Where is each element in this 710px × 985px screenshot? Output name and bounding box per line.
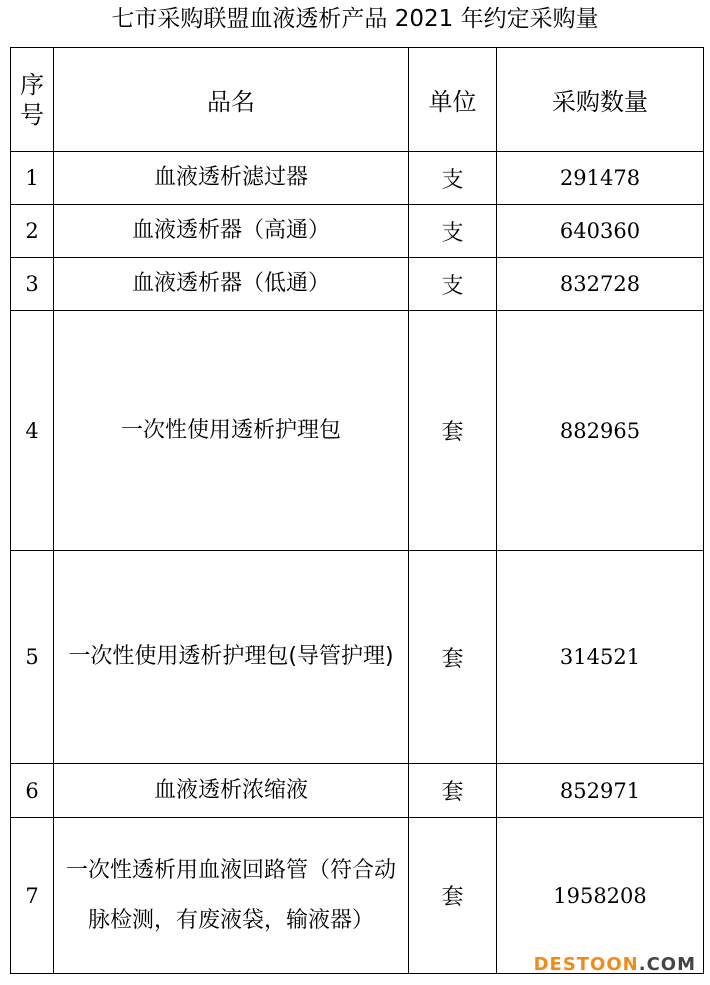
- header-name: 品名: [54, 48, 409, 152]
- row-unit: 支: [409, 205, 497, 258]
- row-seq: 3: [11, 258, 54, 311]
- header-unit: 单位: [409, 48, 497, 152]
- header-seq-label: 序号: [20, 70, 44, 129]
- table-row: [11, 205, 704, 258]
- row-unit: 套: [409, 551, 497, 764]
- row-unit: 支: [409, 152, 497, 205]
- row-name: 血液透析滤过器: [54, 152, 409, 205]
- row-name: 一次性使用透析护理包(导管护理): [54, 551, 409, 764]
- row-seq: 4: [11, 311, 54, 551]
- row-unit: 支: [409, 258, 497, 311]
- row-qty: 882965: [497, 311, 704, 551]
- row-qty: 314521: [497, 551, 704, 764]
- row-qty: 1958208: [497, 818, 704, 974]
- row-name: 血液透析器（低通）: [54, 258, 409, 311]
- row-name: 血液透析浓缩液: [54, 764, 409, 818]
- row-name: 一次性透析用血液回路管（符合动脉检测，有废液袋，输液器）: [54, 818, 409, 974]
- row-qty: 832728: [497, 258, 704, 311]
- row-qty: 852971: [497, 764, 704, 818]
- row-name: 血液透析器（高通）: [54, 205, 409, 258]
- site-watermark: [534, 954, 696, 975]
- row-seq: 6: [11, 764, 54, 818]
- row-seq: 5: [11, 551, 54, 764]
- table-row: [11, 311, 704, 551]
- procurement-table: [10, 47, 704, 974]
- watermark-tld: .COM: [638, 954, 696, 975]
- table-header-row: [11, 48, 704, 152]
- row-qty: 640360: [497, 205, 704, 258]
- row-seq: 2: [11, 205, 54, 258]
- table-row: [11, 152, 704, 205]
- table-row: [11, 764, 704, 818]
- row-unit: 套: [409, 311, 497, 551]
- row-unit: 套: [409, 764, 497, 818]
- header-qty: 采购数量: [497, 48, 704, 152]
- table-row: [11, 258, 704, 311]
- page-title: 七市采购联盟血液透析产品 2021 年约定采购量: [111, 6, 599, 32]
- table-row: [11, 551, 704, 764]
- row-unit: 套: [409, 818, 497, 974]
- row-seq: 1: [11, 152, 54, 205]
- header-seq: [11, 48, 54, 152]
- watermark-brand: DESTOON: [533, 954, 639, 975]
- table-row: [11, 818, 704, 974]
- row-qty: 291478: [497, 152, 704, 205]
- row-seq: 7: [11, 818, 54, 974]
- row-name: 一次性使用透析护理包: [54, 311, 409, 551]
